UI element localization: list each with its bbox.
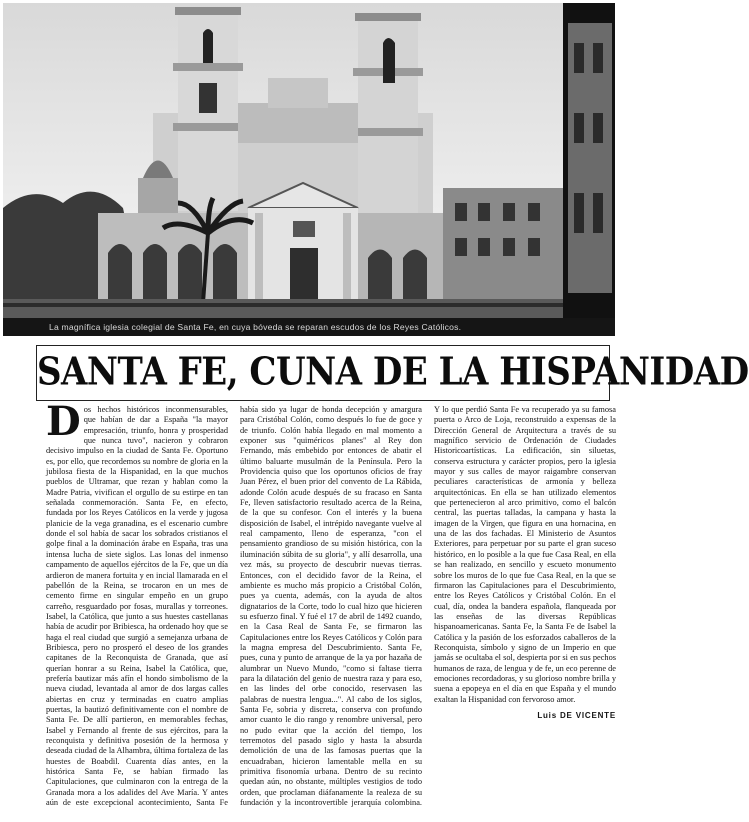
church-illustration xyxy=(3,3,615,336)
church-photo xyxy=(3,3,615,336)
article-text: os hechos históricos inconmensurables, que habían de dar a España "la mayor empresación, triunfo, honra y prosperidad que nunca tuvo", nacieron y cobraron decisivo impulso en la ciudad de Santa Fe. Oportuno es, por ello, que recordemos su nombre de gloria en la jubilosa fiesta de la Hispanidad, en la que muchos pueblos de Ultramar, que rezan y hablan como la Madre Patria, vivifican el orgullo de su estirpe en tan señalada conmemoración. Santa Fe, en efecto, fundada por los Reyes Católicos en la verde y jugosa planicie de la vega granadina, es el escenario cumbre donde el sol había de sacar los sobrados cristianos el golpe final a la dominación árabe en España, tras una intensa lucha de siete siglos. Las lonas del inmenso campamento de aquellos ejércitos de la Fe, que un día ardieron de manera fortuita y en incial llamarada en el pabellón de la Reina, se trocaron en un mes de cemento firme en singular empeño en un grupo carreño, resguardado por fosas, murallas y torreones. Isabel, la Católica, que junto a sus huestes castellanas había de acudir por Bribiesca, ha ordenado hoy que se haga el real ciudad que surgió a semejanza urbana de Bribiesca, pero no prosperó el deseo de los grandes capitanes de la Reconquista de Granada, que así querían honrar a su Reina, Isabel la Católica, que, prefería bautizar más afín el hondo simbolismo de la nueva ciudad, levantada al amor de dos largas calles abiertas en cruz y terminadas en cuatro amplias puertas, la bautizó definitivamente con el nombre de Santa Fe. De allí partieron, en memorables fechas, Isabel y Fernando al frente de sus ejércitos, para la reconquista y definitiva posesión de la hermosa y deseada ciudad de la Alhambra, última fortaleza de las huestes de Boabdil. Cuarenta días antes, en la histórica Santa Fe, se habían firmado las Capitulaciones, que culminaron con la entrega de la Granada mora a los adalides del Ave María. Y antes aún de este excepcional acontecimiento, Santa Fe había sido ya lugar de honda decepción y amargura para Cristóbal Colón, como después lo fue de goce y de triunfo. Colón había llegado en mal momento a exponer sus "quiméricos planes" al Rey don Fernando, más embebido por entonces de abatir el último baluarte musulmán de la Península. Pero la Providencia quiso que los oportunos oficios de fray Juan Pérez, el buen prior del convento de La Rábida, adonde Colón acude después de su fracaso en Santa Fe, lleven satisfactorio resultado acerca de la Reina, de la que su confesor. Con el interés y la buena disposición de Isabel, el intrépido navegante vuelve al real campamento, lleno de esperanza, "con el pensamiento grandioso de su misión histórica, con la iluminación súbita de su gloria", y allí desarrolla, una vez más, su proyecto de descubrir nuevas tierras. Entonces, con el decidido favor de la Reina, el ambiente es mucho más propicio a Cristóbal Colón, pues ya cuenta, además, con la ayuda de altos dignatarios de la Corte, todo lo cual hizo que hicieren su esfuerzo final. Y fué el 17 de abril de 1492 cuando, en la Casa Real de Santa Fe, se firmaron las Capitulaciones entre los Reyes Católicos y Colón para la magna empresa del Descubrimiento. Santa Fe, pues, cuna y punto de arranque de la ya por hazaña de alumbrar un Nuevo Mundo, "como si faltase tierra para la dilatación del genio de nuestra raza y para eso, en las lindes del orbe conocido, reservasen las palabras de nuestra lengua...". Al cabo de los siglos, Santa Fe, sobria y discreta, conserva con profundo amor cuanto le dio rango y renombre universal, pero no pudo evitar que la acción del tiempo, los terremotos del pasado siglo y hasta la absurda demolición de una de las famosas puertas que la encuadraban, hicieron lamentable mella en su primitiva fisonomía urbana. Dentro de su recinto quedan aún, no obstante, múltiples vestigios de todo orden, que proclaman diáfanamente la realeza de su fundación y la incontrovertible jerarquía colombina. Y lo que perdió Santa Fe va recuperado ya su famosa puerta o Arco de Loja, reconstruido a expensas de la Dirección General de Arquitectura a través de su magnífico servicio de Ordenación de Ciudades Historicoartísticas. La edificación, sin siluetas, conserva estructura y carácter propios, pero la iglesia mayor y sus calles de mayor raigambre conservan peculiares características de armonía y belleza arquitectónicas. En ella se han utilizado elementos que pertenecieron al arco primitivo, como el balcón central, las puertas talladas, la campana y hasta la imagen de la Virgen, que figura en una hornacina, en una de las dos fachadas. El Ministerio de Asuntos Exteriores, para perpetuar por su parte el gran suceso histórico, en lo posible a la que fue Casa Real, en ella se han realizado, en sencillo y escueto monumento sobre los muros de lo que fue Casa Real, en la que se firmaron las Capitulaciones para el Descubrimiento, entre los Reyes Católicos y Cristóbal Colón. En el cual, día, ondea la bandera española, flanqueada por las enseñas de las diversas Repúblicas hispanoamericanas. Santa Fe, la Santa Fe de Isabel la Católica y la pasión de los esforzados caballeros de la Reconquista, símbolo y signo de un Imperio en que jamás se ocultaba el sol, despierta por si en sus pechos humanos de raza, de lengua y de fe, un eco perenne de emociones recordadoras, y su glorioso nombre brilla y suena a epopeya en el día en que España y el mundo exaltan la Hispanidad con fervoroso amor. xyxy=(46,405,616,808)
article-body xyxy=(46,398,616,817)
drop-cap: D xyxy=(46,398,81,445)
article-paragraph xyxy=(46,398,616,817)
photo-caption: La magnífica iglesia colegial de Santa Fe, en cuya bóveda se reparan escudos de los Reyes Católicos. xyxy=(3,318,615,336)
author-signature: Luis DE VICENTE xyxy=(537,710,616,720)
headline-box xyxy=(36,345,749,401)
headline: SANTA FE, CUNA DE LA HISPANIDAD xyxy=(37,349,749,395)
